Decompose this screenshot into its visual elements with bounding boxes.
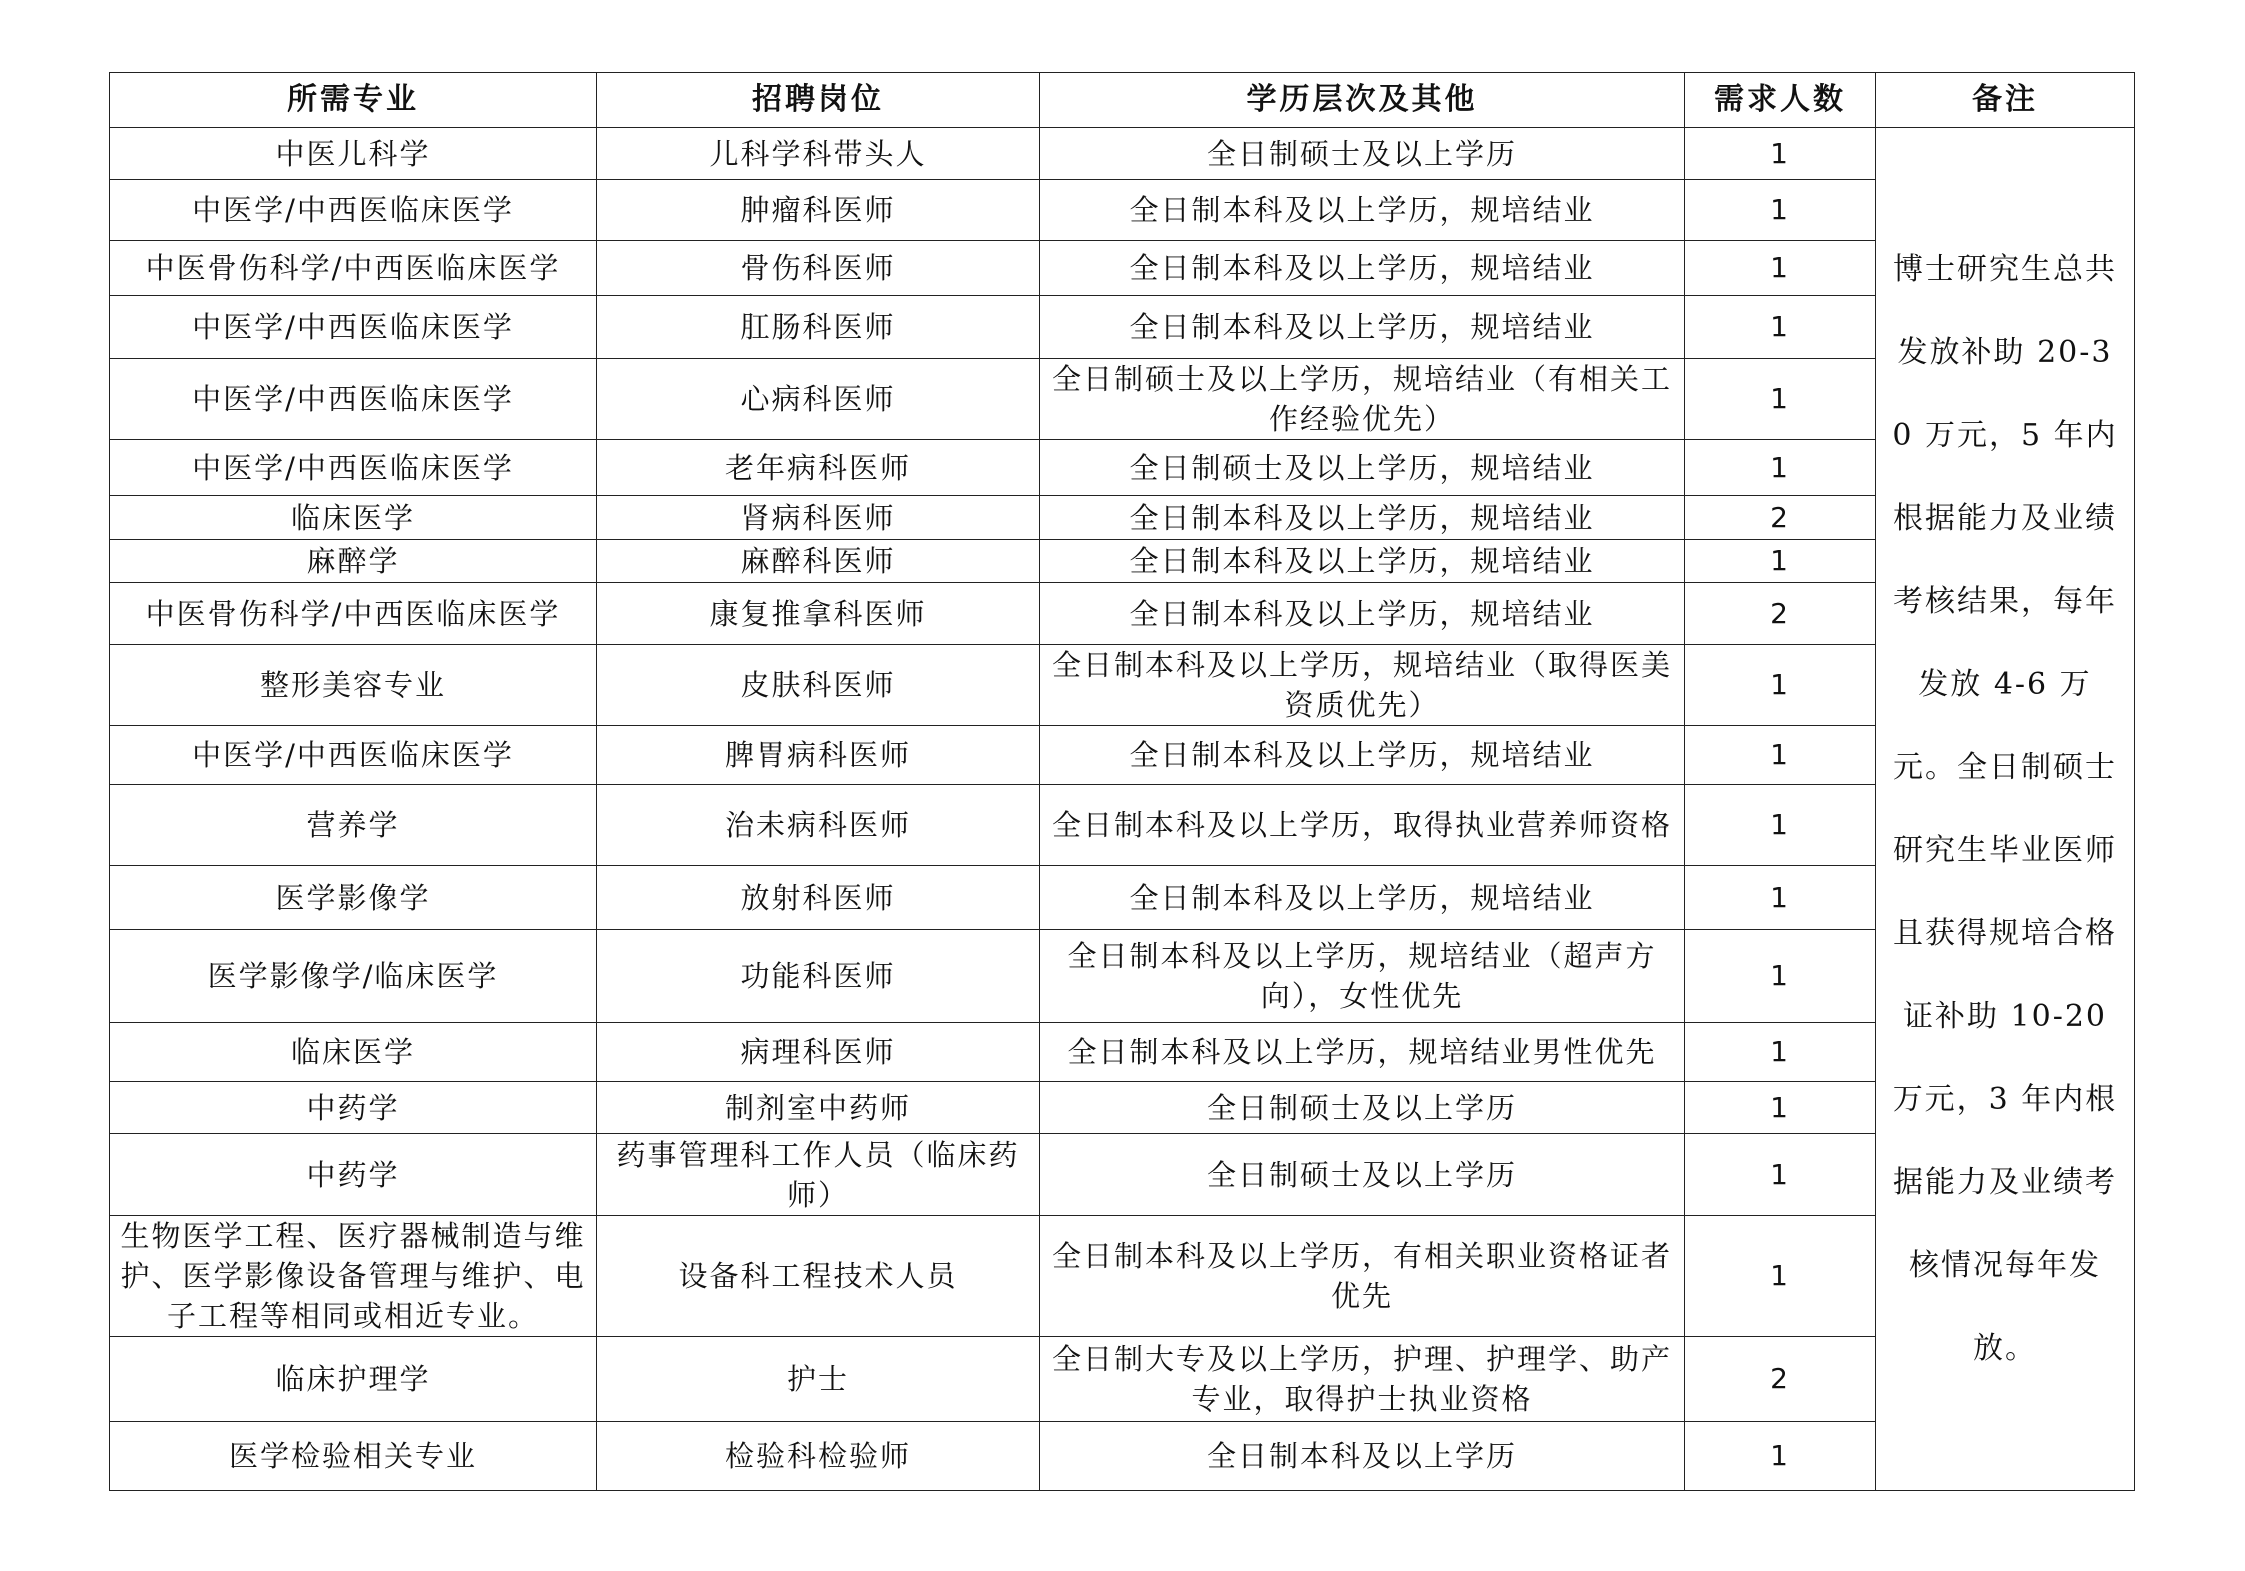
major-cell: 麻醉学 [110, 540, 597, 583]
education-cell: 全日制硕士及以上学历 [1040, 128, 1685, 180]
major-cell: 中医学/中西医临床医学 [110, 359, 597, 440]
table-row [110, 785, 2135, 866]
major-cell: 中医学/中西医临床医学 [110, 440, 597, 496]
education-cell: 全日制本科及以上学历，规培结业（取得医美资质优先） [1040, 645, 1685, 726]
post-cell: 康复推拿科医师 [597, 583, 1040, 645]
post-cell: 老年病科医师 [597, 440, 1040, 496]
count-cell: 1 [1685, 930, 1876, 1023]
count-cell: 1 [1685, 128, 1876, 180]
major-cell: 中医儿科学 [110, 128, 597, 180]
count-cell: 1 [1685, 726, 1876, 785]
table-row [110, 496, 2135, 540]
post-cell: 心病科医师 [597, 359, 1040, 440]
count-cell: 1 [1685, 645, 1876, 726]
education-cell: 全日制本科及以上学历，有相关职业资格证者优先 [1040, 1216, 1685, 1337]
major-cell: 中药学 [110, 1082, 597, 1134]
post-cell: 肿瘤科医师 [597, 180, 1040, 241]
major-cell: 医学影像学 [110, 866, 597, 930]
post-cell: 放射科医师 [597, 866, 1040, 930]
header-remarks: 备注 [1876, 73, 2135, 128]
post-cell: 治未病科医师 [597, 785, 1040, 866]
post-cell: 儿科学科带头人 [597, 128, 1040, 180]
count-cell: 1 [1685, 785, 1876, 866]
count-cell: 1 [1685, 241, 1876, 296]
major-cell: 中医学/中西医临床医学 [110, 180, 597, 241]
table-row [110, 440, 2135, 496]
count-cell: 1 [1685, 1023, 1876, 1082]
table-row [110, 1422, 2135, 1491]
education-cell: 全日制本科及以上学历，规培结业 [1040, 726, 1685, 785]
count-cell: 1 [1685, 540, 1876, 583]
post-cell: 肾病科医师 [597, 496, 1040, 540]
table-row [110, 180, 2135, 241]
table-row [110, 866, 2135, 930]
education-cell: 全日制本科及以上学历，规培结业 [1040, 180, 1685, 241]
major-cell: 中医学/中西医临床医学 [110, 726, 597, 785]
major-cell: 中医学/中西医临床医学 [110, 296, 597, 359]
post-cell: 制剂室中药师 [597, 1082, 1040, 1134]
table-row [110, 128, 2135, 180]
header-count: 需求人数 [1685, 73, 1876, 128]
table-row [110, 1337, 2135, 1422]
education-cell: 全日制硕士及以上学历 [1040, 1134, 1685, 1216]
table-row [110, 1216, 2135, 1337]
post-cell: 皮肤科医师 [597, 645, 1040, 726]
education-cell: 全日制硕士及以上学历，规培结业（有相关工作经验优先） [1040, 359, 1685, 440]
post-cell: 病理科医师 [597, 1023, 1040, 1082]
education-cell: 全日制本科及以上学历，规培结业 [1040, 540, 1685, 583]
count-cell: 1 [1685, 1134, 1876, 1216]
count-cell: 1 [1685, 440, 1876, 496]
count-cell: 2 [1685, 496, 1876, 540]
table-row [110, 726, 2135, 785]
major-cell: 医学检验相关专业 [110, 1422, 597, 1491]
remarks-cell: 博士研究生总共发放补助 20-30 万元，5 年内根据能力及业绩考核结果，每年发放 4-6 万元。全日制硕士研究生毕业医师且获得规培合格证补助 10-20 万元，3 年内根据能力及业绩考核情况每年发放。 [1876, 128, 2135, 1491]
table-row [110, 241, 2135, 296]
table-row [110, 1082, 2135, 1134]
count-cell: 2 [1685, 1337, 1876, 1422]
major-cell: 中医骨伤科学/中西医临床医学 [110, 241, 597, 296]
count-cell: 2 [1685, 583, 1876, 645]
post-cell: 骨伤科医师 [597, 241, 1040, 296]
table-row [110, 930, 2135, 1023]
major-cell: 医学影像学/临床医学 [110, 930, 597, 1023]
education-cell: 全日制本科及以上学历 [1040, 1422, 1685, 1491]
header-education: 学历层次及其他 [1040, 73, 1685, 128]
table-row [110, 296, 2135, 359]
education-cell: 全日制硕士及以上学历 [1040, 1082, 1685, 1134]
table-body [110, 128, 2135, 1491]
count-cell: 1 [1685, 296, 1876, 359]
major-cell: 临床医学 [110, 496, 597, 540]
major-cell: 整形美容专业 [110, 645, 597, 726]
post-cell: 脾胃病科医师 [597, 726, 1040, 785]
count-cell: 1 [1685, 1422, 1876, 1491]
count-cell: 1 [1685, 866, 1876, 930]
post-cell: 设备科工程技术人员 [597, 1216, 1040, 1337]
post-cell: 检验科检验师 [597, 1422, 1040, 1491]
table-row [110, 583, 2135, 645]
education-cell: 全日制本科及以上学历，规培结业男性优先 [1040, 1023, 1685, 1082]
major-cell: 临床医学 [110, 1023, 597, 1082]
post-cell: 麻醉科医师 [597, 540, 1040, 583]
education-cell: 全日制本科及以上学历，规培结业 [1040, 296, 1685, 359]
count-cell: 1 [1685, 1082, 1876, 1134]
post-cell: 功能科医师 [597, 930, 1040, 1023]
post-cell: 护士 [597, 1337, 1040, 1422]
post-cell: 药事管理科工作人员（临床药师） [597, 1134, 1040, 1216]
education-cell: 全日制本科及以上学历，规培结业 [1040, 496, 1685, 540]
major-cell: 生物医学工程、医疗器械制造与维护、医学影像设备管理与维护、电子工程等相同或相近专业。 [110, 1216, 597, 1337]
major-cell: 临床护理学 [110, 1337, 597, 1422]
major-cell: 营养学 [110, 785, 597, 866]
count-cell: 1 [1685, 1216, 1876, 1337]
header-post: 招聘岗位 [597, 73, 1040, 128]
education-cell: 全日制大专及以上学历，护理、护理学、助产专业，取得护士执业资格 [1040, 1337, 1685, 1422]
table-row [110, 1134, 2135, 1216]
table-row [110, 1023, 2135, 1082]
education-cell: 全日制本科及以上学历，规培结业（超声方向），女性优先 [1040, 930, 1685, 1023]
post-cell: 肛肠科医师 [597, 296, 1040, 359]
table-row [110, 359, 2135, 440]
education-cell: 全日制本科及以上学历，规培结业 [1040, 583, 1685, 645]
recruitment-table [109, 72, 2135, 1491]
education-cell: 全日制本科及以上学历，规培结业 [1040, 241, 1685, 296]
header-row [110, 73, 2135, 128]
header-major: 所需专业 [110, 73, 597, 128]
major-cell: 中医骨伤科学/中西医临床医学 [110, 583, 597, 645]
major-cell: 中药学 [110, 1134, 597, 1216]
table-row [110, 645, 2135, 726]
education-cell: 全日制硕士及以上学历，规培结业 [1040, 440, 1685, 496]
count-cell: 1 [1685, 359, 1876, 440]
education-cell: 全日制本科及以上学历，取得执业营养师资格 [1040, 785, 1685, 866]
education-cell: 全日制本科及以上学历，规培结业 [1040, 866, 1685, 930]
table-row [110, 540, 2135, 583]
count-cell: 1 [1685, 180, 1876, 241]
